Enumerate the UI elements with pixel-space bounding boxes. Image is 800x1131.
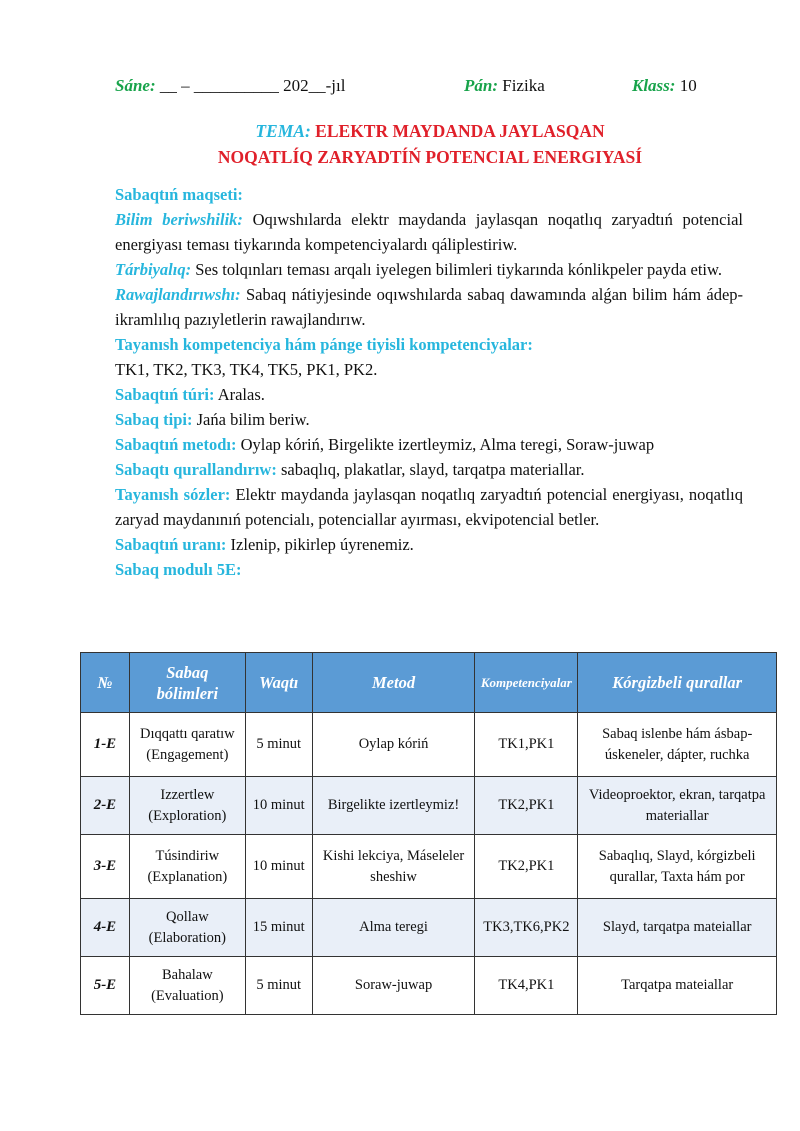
subject-label: Pán: — [464, 76, 498, 95]
row-competency: TK2,PK1 — [475, 835, 578, 899]
lesson-type-label: Sabaq tipi: — [115, 410, 193, 429]
knowledge-label: Bilim beriwshilik: — [115, 210, 243, 229]
row-id: 5-E — [81, 957, 130, 1015]
knowledge-paragraph — [115, 207, 743, 257]
col-header-method: Metod — [312, 653, 475, 713]
method-label: Sabaqtıń metodı: — [115, 435, 237, 454]
row-section: Dıqqattı qaratıw (Engagement) — [129, 713, 245, 777]
lesson-kind — [115, 382, 743, 407]
upbringing-text: Ses tolqınları teması arqalı iyelegen bilimleri tiykarında kónlikpeler payda etiw. — [195, 260, 722, 279]
row-id: 2-E — [81, 777, 130, 835]
row-time: 10 minut — [245, 777, 312, 835]
keywords-value: Elektr maydanda jaylasqan noqatlıq zaryadtıń potencial energiyası, noqatlıq zaryad maydanınıń potencialı, potenciallar ayırması, ekvipotencial betler. — [115, 485, 744, 529]
subject-group — [464, 76, 545, 96]
row-method: Oylap kóriń — [312, 713, 475, 777]
col-header-time: Waqtı — [245, 653, 312, 713]
upbringing-paragraph — [115, 257, 743, 282]
title-line-2: NOQATLÍQ ZARYADTÍŃ POTENCIAL ENERGIYASÍ — [217, 147, 643, 167]
equipment-label: Sabaqtı qurallandırıw: — [115, 460, 277, 479]
row-competency: TK1,PK1 — [475, 713, 578, 777]
module-heading: Sabaq modulı 5E: — [115, 560, 242, 579]
motto-value: Izlenip, pikirlep úyrenemiz. — [230, 535, 414, 554]
date-value: __ – __________ 202__-jıl — [159, 76, 346, 95]
col-header-competency: Kompetenciyalar — [475, 653, 578, 713]
developing-paragraph — [115, 282, 743, 332]
date-group — [115, 76, 345, 96]
upbringing-label: Tárbiyalıq: — [115, 260, 192, 279]
equipment-value: sabaqlıq, plakatlar, slayd, tarqatpa materiallar. — [280, 460, 585, 479]
table-row — [81, 713, 777, 777]
row-time: 15 minut — [245, 899, 312, 957]
method-value: Oylap kóriń, Birgelikte izertleymiz, Alma teregi, Soraw-juwap — [240, 435, 655, 454]
lesson-kind-label: Sabaqtıń túri: — [115, 385, 215, 404]
row-time: 5 minut — [245, 713, 312, 777]
lesson-plan-table — [80, 652, 777, 1015]
date-label: Sáne: — [115, 76, 156, 95]
competency-text: TK1, TK2, TK3, TK4, TK5, PK1, PK2. — [115, 360, 378, 379]
row-time: 5 minut — [245, 957, 312, 1015]
tema-label: TEMA: — [255, 121, 311, 141]
row-competency: TK3,TK6,PK2 — [475, 899, 578, 957]
class-group — [632, 76, 697, 96]
class-label: Klass: — [632, 76, 676, 95]
row-tools: Videoproektor, ekran, tarqatpa materiallar — [578, 777, 777, 835]
col-header-section: Sabaq bólimleri — [129, 653, 245, 713]
table-row — [81, 777, 777, 835]
lesson-header — [115, 76, 745, 100]
lesson-title — [115, 118, 745, 170]
lesson-type-value: Jańa bilim beriw. — [196, 410, 310, 429]
lesson-method — [115, 432, 743, 457]
motto-label: Sabaqtıń uranı: — [115, 535, 227, 554]
row-id: 3-E — [81, 835, 130, 899]
row-method: Soraw-juwap — [312, 957, 475, 1015]
row-method: Kishi lekciya, Máseleler sheshiw — [312, 835, 475, 899]
col-header-number: № — [81, 653, 130, 713]
row-tools: Slayd, tarqatpa mateiallar — [578, 899, 777, 957]
lesson-body — [115, 182, 743, 582]
subject-value: Fizika — [502, 76, 545, 95]
table-header-row — [81, 653, 777, 713]
developing-text: Sabaq nátiyjesinde oqıwshılarda sabaq dawamında alǵan bilim hám ádep-ikramlılıq pazıyletlerin rawajlandırıw. — [115, 285, 744, 329]
class-value: 10 — [679, 76, 697, 95]
row-competency: TK2,PK1 — [475, 777, 578, 835]
row-section: Túsindiriw (Explanation) — [129, 835, 245, 899]
lesson-motto — [115, 532, 743, 557]
row-time: 10 minut — [245, 835, 312, 899]
row-tools: Sabaq islenbe hám ásbap-úskeneler, dápter, ruchka — [578, 713, 777, 777]
row-section: Izzertlew (Exploration) — [129, 777, 245, 835]
keywords-label: Tayanısh sózler: — [115, 485, 231, 504]
row-section: Qollaw (Elaboration) — [129, 899, 245, 957]
competency-heading: Tayanısh kompetenciya hám pánge tiyisli kompetenciyalar: — [115, 335, 533, 354]
lesson-type — [115, 407, 743, 432]
lesson-equipment — [115, 457, 743, 482]
knowledge-text: Oqıwshılarda elektr maydanda jaylasqan noqatlıq zaryadtıń potencial energiyası teması tiykarında kompetenciyalardı qáliplestiriw. — [115, 210, 743, 254]
table-row — [81, 957, 777, 1015]
row-tools: Tarqatpa mateiallar — [578, 957, 777, 1015]
row-tools: Sabaqlıq, Slayd, kórgizbeli qurallar, Taxta hám por — [578, 835, 777, 899]
row-competency: TK4,PK1 — [475, 957, 578, 1015]
row-id: 1-E — [81, 713, 130, 777]
keywords-paragraph — [115, 482, 743, 532]
table-row — [81, 899, 777, 957]
developing-label: Rawajlandırıwshı: — [115, 285, 241, 304]
goals-heading: Sabaqtıń maqseti: — [115, 185, 243, 204]
row-id: 4-E — [81, 899, 130, 957]
row-section: Bahalaw (Evaluation) — [129, 957, 245, 1015]
table-row — [81, 835, 777, 899]
lesson-kind-value: Aralas. — [217, 385, 265, 404]
col-header-tools: Kórgizbeli qurallar — [578, 653, 777, 713]
row-method: Birgelikte izertleymiz! — [312, 777, 475, 835]
row-method: Alma teregi — [312, 899, 475, 957]
title-line-1: ELEKTR MAYDANDA JAYLASQAN — [315, 121, 605, 141]
